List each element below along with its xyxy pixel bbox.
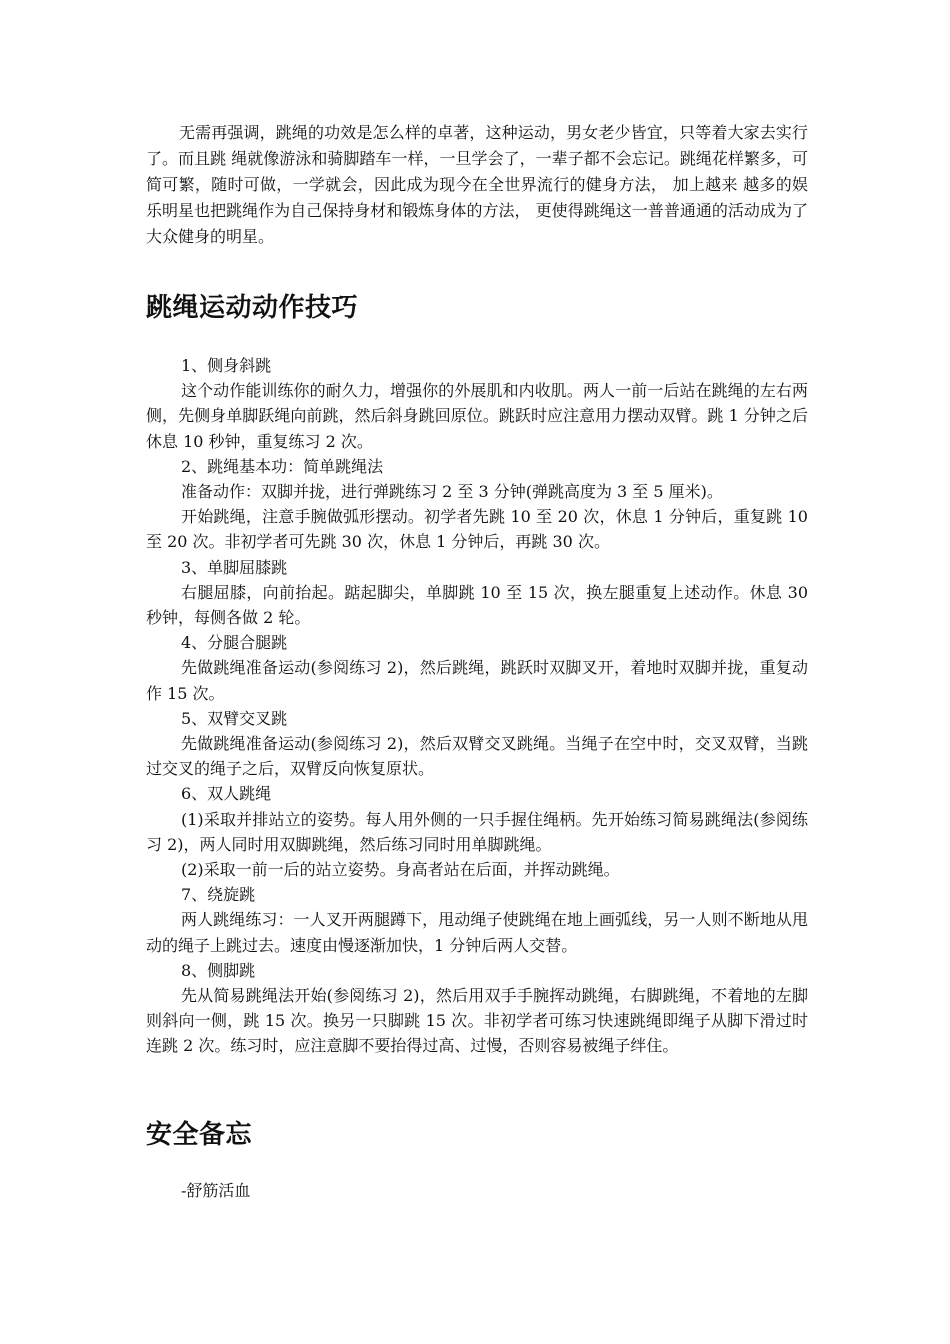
technique-5-text: 先做跳绳准备运动(参阅练习 2)，然后双臂交叉跳绳。当绳子在空中时，交叉双臂，当跳过交叉的绳子之后，双臂反向恢复原状。	[146, 734, 808, 779]
techniques-section	[146, 353, 808, 1059]
section-heading-techniques: 跳绳运动动作技巧	[146, 293, 359, 323]
technique-6-text-2: (2)采取一前一后的站立姿势。身高者站在后面，并挥动跳绳。	[181, 860, 620, 880]
technique-5-title: 5、双臂交叉跳	[181, 708, 288, 728]
document-body	[146, 120, 808, 1204]
safety-item: -舒筋活血	[181, 1180, 251, 1200]
intro-section	[146, 120, 808, 250]
technique-8-title: 8、侧脚跳	[181, 960, 256, 980]
technique-1-text: 这个动作能训练你的耐久力，增强你的外展肌和内收肌。两人一前一后站在跳绳的左右两侧，先侧身单脚跃绳向前跳，然后斜身跳回原位。跳跃时应注意用力摆动双臂。跳 1 分钟之后休息 10 秒钟，重复练习 2 次。	[146, 381, 808, 451]
technique-4-text: 先做跳绳准备运动(参阅练习 2)，然后跳绳，跳跃时双脚叉开，着地时双脚并拢，重复动作 15 次。	[146, 658, 808, 703]
intro-paragraph: 无需再强调，跳绳的功效是怎么样的卓著，这种运动，男女老少皆宜，只等着大家去实行了。而且跳 绳就像游泳和骑脚踏车一样，一旦学会了，一辈子都不会忘记。跳绳花样繁多，可简可繁，随时可做，一学就会，因此成为现今在全世界流行的健身方法， 加上越来 越多的娱乐明星也把跳绳作为自己保持身材和锻炼身体的方法， 更使得跳绳这一普普通通的活动成为了大众健身的明星。	[146, 123, 808, 246]
technique-2-title: 2、跳绳基本功：简单跳绳法	[181, 456, 384, 476]
technique-3-text: 右腿屈膝，向前抬起。踮起脚尖，单脚跳 10 至 15 次，换左腿重复上述动作。休息 30 秒钟，每侧各做 2 轮。	[146, 582, 808, 628]
technique-1-title: 1、侧身斜跳	[181, 356, 272, 375]
technique-6-text-1: (1)采取并排站立的姿势。每人用外侧的一只手握住绳柄。先开始练习简易跳绳法(参阅练习 2)，两人同时用双脚跳绳，然后练习同时用单脚跳绳。	[146, 809, 808, 854]
technique-8-text: 先从简易跳绳法开始(参阅练习 2)，然后用双手手腕挥动跳绳，右脚跳绳，不着地的左脚则斜向一侧，跳 15 次。换另一只脚跳 15 次。非初学者可练习快速跳绳即绳子从脚下滑过时连跳 2 次。练习时，应注意脚不要抬得过高、过慢，否则容易被绳子绊住。	[146, 986, 808, 1056]
technique-2-prep-text: 准备动作：双脚并拢，进行弹跳练习 2 至 3 分钟(弹跳高度为 3 至 5 厘米)。	[181, 482, 723, 502]
technique-2-text: 开始跳绳，注意手腕做弧形摆动。初学者先跳 10 至 20 次，休息 1 分钟后，重复跳 10 至 20 次。非初学者可先跳 30 次，休息 1 分钟后，再跳 30 次。	[146, 507, 808, 552]
safety-section	[146, 1178, 808, 1204]
technique-4-title: 4、分腿合腿跳	[181, 633, 288, 653]
technique-7-text: 两人跳绳练习：一人叉开两腿蹲下，甩动绳子使跳绳在地上画弧线，另一人则不断地从甩动的绳子上跳过去。速度由慢逐渐加快，1 分钟后两人交替。	[146, 910, 808, 955]
section-heading-safety: 安全备忘	[146, 1119, 253, 1150]
technique-3-title: 3、单脚屈膝跳	[181, 557, 288, 577]
technique-6-title: 6、双人跳绳	[181, 784, 272, 804]
technique-7-title: 7、绕旋跳	[181, 885, 256, 905]
